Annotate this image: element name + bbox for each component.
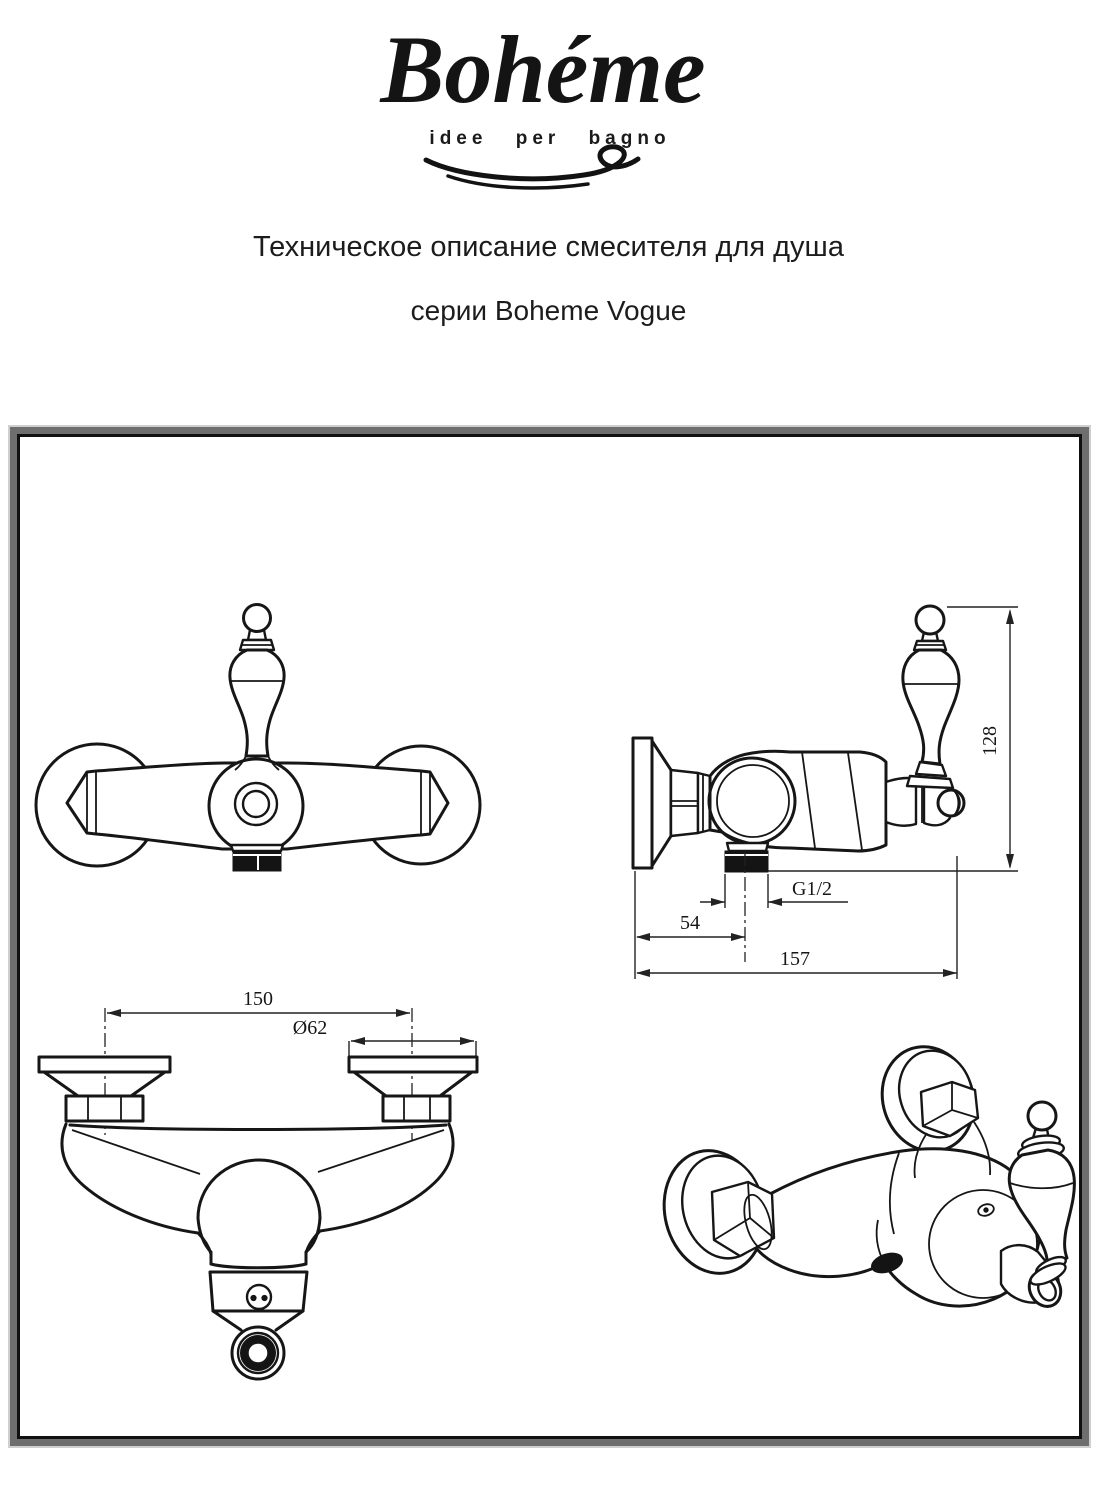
logo-tagline-text: idee per bagno (429, 128, 671, 149)
page-title-line-1: Техническое описание смесителя для душа (253, 231, 844, 263)
logo-brand-text: Bohéme (380, 16, 706, 123)
top-right-escutcheon (349, 1057, 477, 1121)
technical-drawing (20, 437, 1079, 1436)
side-view (633, 606, 1018, 979)
dim-label-offset: 54 (680, 912, 700, 934)
front-outlet (231, 845, 283, 871)
persp-body (752, 1149, 1040, 1306)
side-lever (903, 606, 959, 788)
side-wall-plate (633, 738, 652, 868)
drawing-frame (8, 425, 1091, 1448)
perspective-view (651, 1035, 1074, 1312)
brand-logo-art (268, 2, 828, 200)
top-view (39, 988, 477, 1379)
side-hex-nut (671, 770, 698, 836)
top-body (62, 1124, 453, 1330)
dim-label-height: 128 (979, 726, 1001, 756)
dim-label-thread: G1/2 (792, 878, 832, 900)
dim-label-centers: 150 (243, 988, 273, 1010)
page-title-line-2: серии Boheme Vogue (410, 295, 687, 326)
front-view (36, 605, 480, 872)
drawing-frame-mat (10, 427, 1089, 1446)
swash-flourish-icon (426, 147, 638, 188)
front-lever (230, 605, 284, 771)
brand-logo (268, 2, 828, 200)
dim-label-length: 157 (780, 948, 810, 970)
drawing-frame-inner (17, 434, 1082, 1439)
side-outlet (725, 843, 768, 872)
top-outlet (232, 1327, 284, 1379)
dim-label-flange-diameter: Ø62 (292, 1017, 328, 1039)
